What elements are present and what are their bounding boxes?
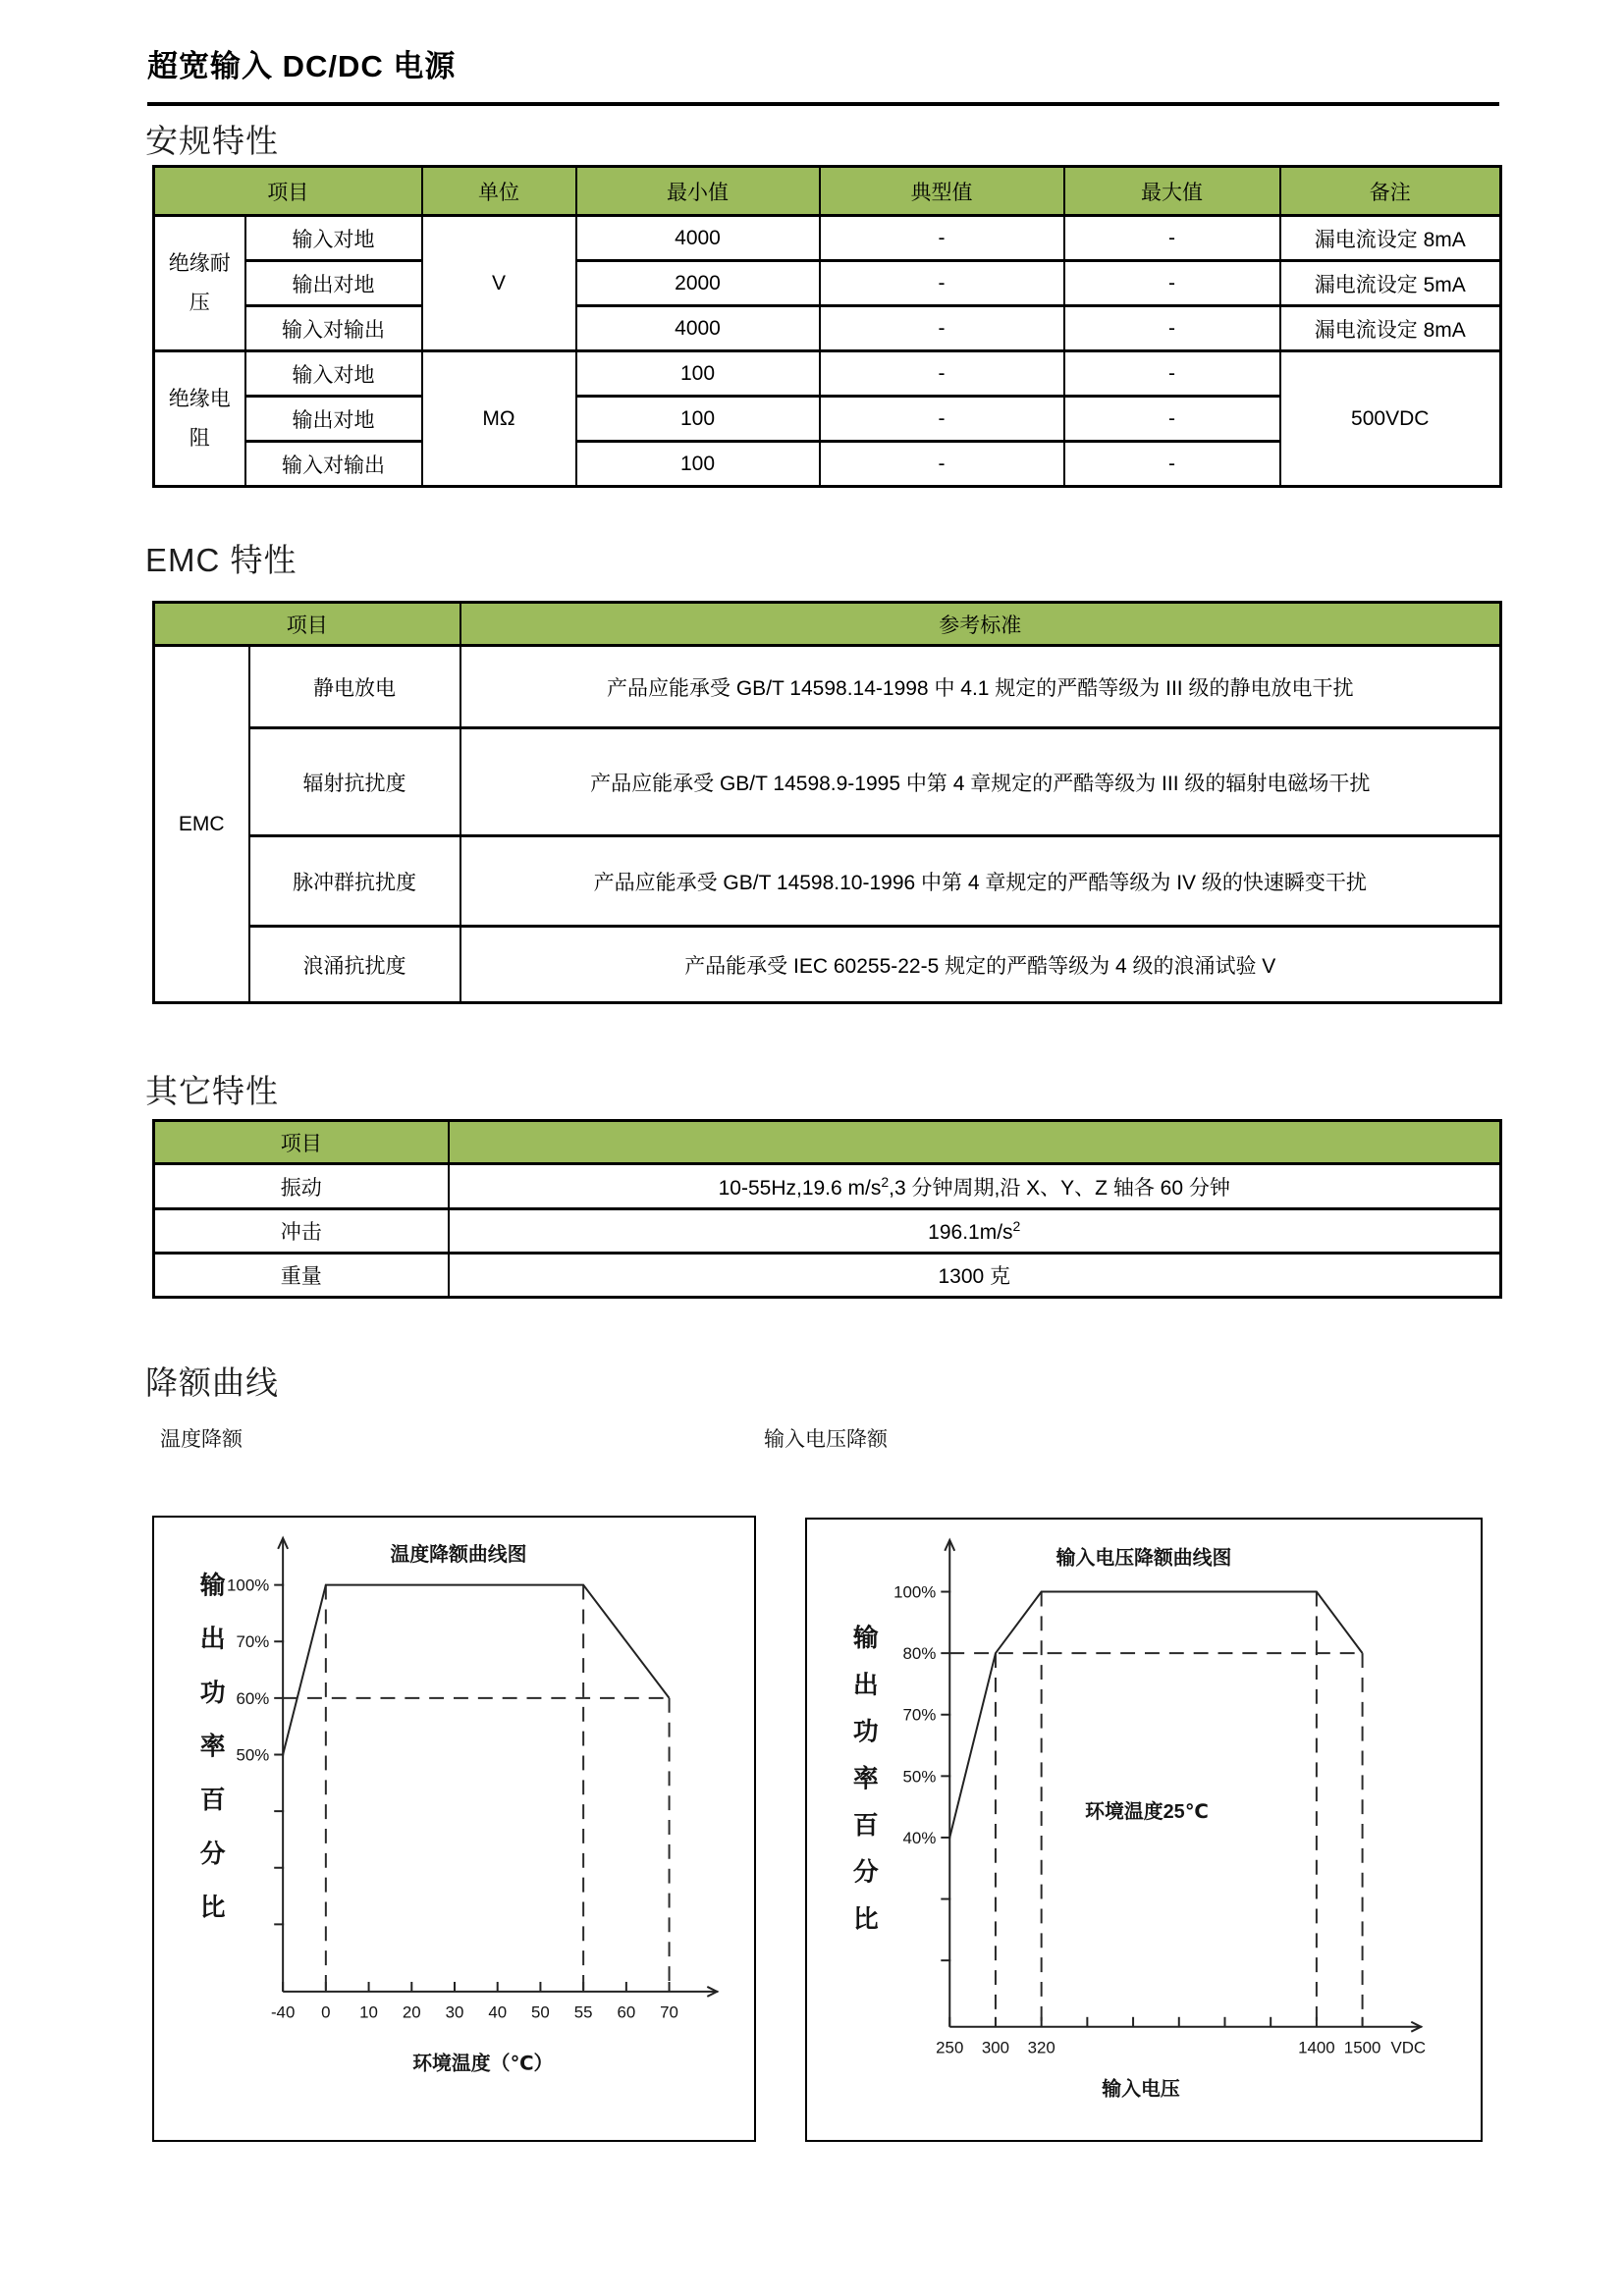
y-tick-label: 100% bbox=[227, 1575, 270, 1595]
item-label: 冲击 bbox=[154, 1209, 449, 1254]
table-row bbox=[154, 646, 1501, 728]
typ-cell: - bbox=[820, 442, 1064, 487]
col-header-item: 项目 bbox=[154, 167, 422, 216]
x-tick-label: 250 bbox=[936, 2038, 964, 2057]
y-tick-label: 40% bbox=[902, 1828, 937, 1847]
y-axis-label-char: 分 bbox=[852, 1858, 879, 1887]
y-axis-label-char: 百 bbox=[199, 1787, 226, 1815]
chart-title: 输入电压降额曲线图 bbox=[1055, 1547, 1232, 1570]
input-voltage-derating-label: 输入电压降额 bbox=[764, 1428, 888, 1451]
item-label: 输入对地 bbox=[245, 351, 422, 397]
x-tick-label: 10 bbox=[359, 2002, 378, 2022]
x-tick-label: 1400 bbox=[1298, 2038, 1335, 2057]
section-heading-emc: EMC 特性 bbox=[145, 542, 298, 578]
min-cell: 100 bbox=[576, 442, 820, 487]
y-axis-label-char: 输 bbox=[199, 1572, 226, 1600]
x-tick-label: 0 bbox=[321, 2002, 331, 2022]
typ-cell: - bbox=[820, 351, 1064, 397]
item-label: 浪涌抗扰度 bbox=[249, 927, 460, 1003]
note-cell: 500VDC bbox=[1280, 351, 1501, 487]
typ-cell: - bbox=[820, 261, 1064, 306]
x-axis-label: 输入电压 bbox=[1102, 2078, 1180, 2101]
x-tick-label: 30 bbox=[445, 2002, 464, 2022]
x-tick-label: 20 bbox=[402, 2002, 421, 2022]
chart-title: 温度降额曲线图 bbox=[390, 1543, 527, 1566]
table-row bbox=[154, 1209, 1501, 1254]
table-row bbox=[154, 728, 1501, 836]
typ-cell: - bbox=[820, 216, 1064, 261]
col-header-typ: 典型值 bbox=[820, 167, 1064, 216]
item-label: 脉冲群抗扰度 bbox=[249, 836, 460, 927]
col-header-unit: 单位 bbox=[422, 167, 576, 216]
x-axis-unit: VDC bbox=[1390, 2038, 1427, 2057]
item-label: 输出对地 bbox=[245, 397, 422, 442]
typ-cell: - bbox=[820, 306, 1064, 351]
min-cell: 4000 bbox=[576, 216, 820, 261]
section-heading-other: 其它特性 bbox=[145, 1073, 279, 1109]
y-axis-label-char: 功 bbox=[199, 1679, 226, 1707]
max-cell: - bbox=[1064, 442, 1280, 487]
note-cell: 漏电流设定 8mA bbox=[1280, 306, 1501, 351]
item-label: 重量 bbox=[154, 1254, 449, 1298]
item-label: 静电放电 bbox=[249, 646, 460, 728]
col-header-note: 备注 bbox=[1280, 167, 1501, 216]
axes bbox=[274, 1538, 718, 1997]
y-axis-label-char: 比 bbox=[852, 1905, 879, 1934]
other-table bbox=[152, 1119, 1502, 1299]
standard-cell: 产品应能承受 GB/T 14598.14-1998 中 4.1 规定的严酷等级为 III 级的静电放电干扰 bbox=[460, 646, 1501, 728]
item-label: 输入对输出 bbox=[245, 442, 422, 487]
note-cell: 漏电流设定 5mA bbox=[1280, 261, 1501, 306]
col-header-item: 项目 bbox=[154, 603, 460, 646]
x-tick-label: -40 bbox=[270, 2002, 296, 2022]
x-tick-label: 70 bbox=[660, 2002, 678, 2022]
min-cell: 100 bbox=[576, 351, 820, 397]
chart-annotation: 环境温度25℃ bbox=[1085, 1801, 1209, 1824]
y-axis-label-char: 百 bbox=[852, 1811, 879, 1840]
title-rule bbox=[147, 102, 1499, 106]
table-row bbox=[154, 1164, 1501, 1209]
min-cell: 2000 bbox=[576, 261, 820, 306]
typ-cell: - bbox=[820, 397, 1064, 442]
y-axis-label-char: 功 bbox=[852, 1718, 879, 1746]
page-title: 超宽输入 DC/DC 电源 bbox=[147, 49, 457, 83]
item-label: 输入对地 bbox=[245, 216, 422, 261]
guide-lines bbox=[283, 1585, 669, 1990]
y-axis-label-char: 率 bbox=[199, 1733, 226, 1761]
axes bbox=[941, 1540, 1422, 2032]
y-tick-label: 100% bbox=[893, 1582, 937, 1602]
emc-table-header bbox=[154, 603, 1501, 646]
y-axis-label-char: 率 bbox=[852, 1765, 879, 1793]
input-voltage-derating-svg bbox=[807, 1520, 1481, 2140]
table-row bbox=[154, 216, 1501, 261]
value-cell bbox=[449, 1254, 1501, 1298]
y-axis-label-char: 分 bbox=[199, 1840, 226, 1868]
safety-table-header bbox=[154, 167, 1501, 216]
temperature-derating-svg bbox=[154, 1518, 754, 2140]
max-cell: - bbox=[1064, 216, 1280, 261]
unit-cell: V bbox=[422, 216, 576, 351]
max-cell: - bbox=[1064, 306, 1280, 351]
value-text: 1300 克 bbox=[938, 1265, 1011, 1288]
value-text: 196.1m/s bbox=[928, 1220, 1013, 1244]
value-text: 10-55Hz,19.6 m/s bbox=[718, 1176, 882, 1200]
item-label: 输入对输出 bbox=[245, 306, 422, 351]
value-sup: 2 bbox=[881, 1173, 890, 1190]
standard-cell: 产品应能承受 GB/T 14598.10-1996 中第 4 章规定的严酷等级为 IV 级的快速瞬变干扰 bbox=[460, 836, 1501, 927]
x-tick-label: 320 bbox=[1027, 2038, 1055, 2057]
y-tick-label: 60% bbox=[236, 1688, 270, 1708]
x-tick-label: 60 bbox=[617, 2002, 636, 2022]
table-row bbox=[154, 351, 1501, 397]
value-cell bbox=[449, 1209, 1501, 1254]
col-header-item: 项目 bbox=[154, 1121, 449, 1164]
y-axis-label-char: 出 bbox=[852, 1671, 879, 1699]
x-tick-label: 40 bbox=[488, 2002, 508, 2022]
y-tick-label: 50% bbox=[902, 1767, 937, 1787]
table-row bbox=[154, 836, 1501, 927]
table-row bbox=[154, 306, 1501, 351]
value-cell bbox=[449, 1164, 1501, 1209]
max-cell: - bbox=[1064, 351, 1280, 397]
safety-table bbox=[152, 165, 1502, 488]
x-tick-label: 55 bbox=[573, 2002, 593, 2022]
temperature-derating-label: 温度降额 bbox=[160, 1428, 243, 1451]
group-label: 绝缘耐压 bbox=[154, 216, 245, 351]
section-heading-safety: 安规特性 bbox=[145, 123, 279, 159]
y-axis-label-char: 比 bbox=[199, 1894, 226, 1922]
group-label: EMC bbox=[154, 646, 249, 1003]
y-tick-label: 70% bbox=[236, 1632, 270, 1652]
x-tick-label: 1500 bbox=[1343, 2038, 1381, 2057]
y-axis-label-char: 出 bbox=[199, 1626, 226, 1654]
group-label: 绝缘电阻 bbox=[154, 351, 245, 487]
item-label: 辐射抗扰度 bbox=[249, 728, 460, 836]
col-header-max: 最大值 bbox=[1064, 167, 1280, 216]
item-label: 输出对地 bbox=[245, 261, 422, 306]
item-label: 振动 bbox=[154, 1164, 449, 1209]
col-header-min: 最小值 bbox=[576, 167, 820, 216]
table-row bbox=[154, 261, 1501, 306]
standard-cell: 产品应能承受 GB/T 14598.9-1995 中第 4 章规定的严酷等级为 III 级的辐射电磁场干扰 bbox=[460, 728, 1501, 836]
table-row bbox=[154, 927, 1501, 1003]
value-sup: 2 bbox=[1012, 1217, 1021, 1234]
other-table-header bbox=[154, 1121, 1501, 1164]
unit-cell: MΩ bbox=[422, 351, 576, 487]
x-tick-label: 50 bbox=[531, 2002, 550, 2022]
y-tick-label: 50% bbox=[236, 1745, 270, 1765]
input-voltage-derating-chart bbox=[805, 1518, 1483, 2142]
section-heading-derating: 降额曲线 bbox=[145, 1364, 279, 1401]
min-cell: 4000 bbox=[576, 306, 820, 351]
x-axis-label: 环境温度（℃） bbox=[412, 2053, 554, 2075]
col-header-blank bbox=[449, 1121, 1501, 1164]
x-tick-label: 300 bbox=[981, 2038, 1010, 2057]
standard-cell: 产品能承受 IEC 60255-22-5 规定的严酷等级为 4 级的浪涌试验 V bbox=[460, 927, 1501, 1003]
note-cell: 漏电流设定 8mA bbox=[1280, 216, 1501, 261]
min-cell: 100 bbox=[576, 397, 820, 442]
derating-curve bbox=[283, 1585, 669, 1755]
emc-table bbox=[152, 601, 1502, 1004]
max-cell: - bbox=[1064, 397, 1280, 442]
y-tick-label: 70% bbox=[902, 1705, 937, 1725]
max-cell: - bbox=[1064, 261, 1280, 306]
temperature-derating-chart bbox=[152, 1516, 756, 2142]
value-rest: ,3 分钟周期,沿 X、Y、Z 轴各 60 分钟 bbox=[889, 1176, 1230, 1200]
table-row bbox=[154, 1254, 1501, 1298]
col-header-standard: 参考标准 bbox=[460, 603, 1501, 646]
y-axis-label-char: 输 bbox=[852, 1625, 879, 1653]
y-tick-label: 80% bbox=[902, 1644, 937, 1664]
